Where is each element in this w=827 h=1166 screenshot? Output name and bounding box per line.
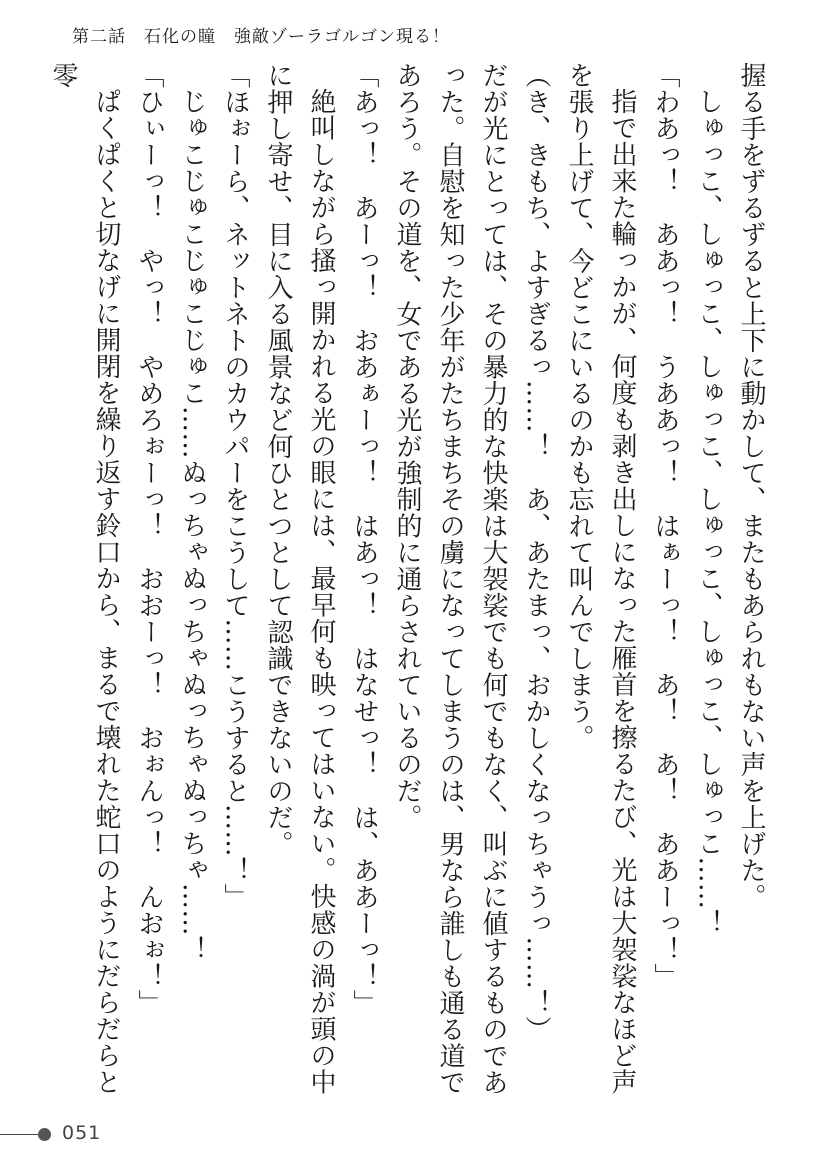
footer-rule: [0, 1134, 38, 1135]
paragraph: 「ひぃーっ！ やっ！ やめろぉーっ！ おおーっ！ おぉんっ！ んおぉ！」: [134, 62, 164, 1016]
page-number: 051: [62, 1122, 102, 1144]
running-head: 第二話 石化の瞳 強敵ゾーラゴルゴン現る！: [72, 27, 450, 47]
body-text: [42, 62, 772, 1102]
paragraph: だが光にとっては、その暴力的な快楽は大袈裟でも何でもなく、叫ぶに値するものであった。自慰を知った少年がたちまちその虜になってしまうのは、男なら誰しも通る道であろう。その道を、女である光が強制的に通らされているのだ。: [392, 62, 508, 1096]
paragraph: 「ほぉーら、ネットネトのカウパーをこうして……こうすると……！」: [220, 62, 250, 910]
paragraph: じゅこじゅこじゅこじゅこ……ぬっちゃぬっちゃぬっちゃぬっちゃ……！: [177, 88, 207, 963]
bullet-dot-icon: [38, 1128, 51, 1141]
paragraph: 絶叫しながら搔っ開かれる光の眼には、最早何も映ってはいない。快感の渦が頭の中に押し寄せ、目に入る風景など何ひとつとして認識できないのだ。: [263, 62, 336, 1095]
paragraph: 握る手をずるずると上下に動かして、またもあられもない声を上げた。: [736, 62, 766, 910]
page-footer: [0, 1122, 140, 1148]
paragraph: （き、きもち、よすぎるっ……！ あ、あたまっ、おかしくなっちゃうっ……！）: [521, 62, 551, 1043]
paragraph: 「わあっ！ ああっ！ うああっ！ はぁーっ！ あ！ あ！ ああーっ！」: [650, 62, 680, 990]
paragraph: しゅっこ、しゅっこ、しゅっこ、しゅっこ、しゅっこ、しゅっこ……！: [693, 88, 723, 936]
paragraph: ぱくぱくと切なげに開閉を繰り返す鈴口から、まるで壊れた蛇口のようにだらだらと零: [48, 62, 121, 1095]
paragraph: 「あっ！ あーっ！ おあぁーっ！ はあっ！ はなせっ！ は、ああーっ！」: [349, 62, 379, 1016]
paragraph: 指で出来た輪っかが、何度も剥き出しになった雁首を擦るたび、光は大袈裟なほど声を張り上げて、今どこにいるのかも忘れて叫んでしまう。: [564, 62, 637, 1095]
